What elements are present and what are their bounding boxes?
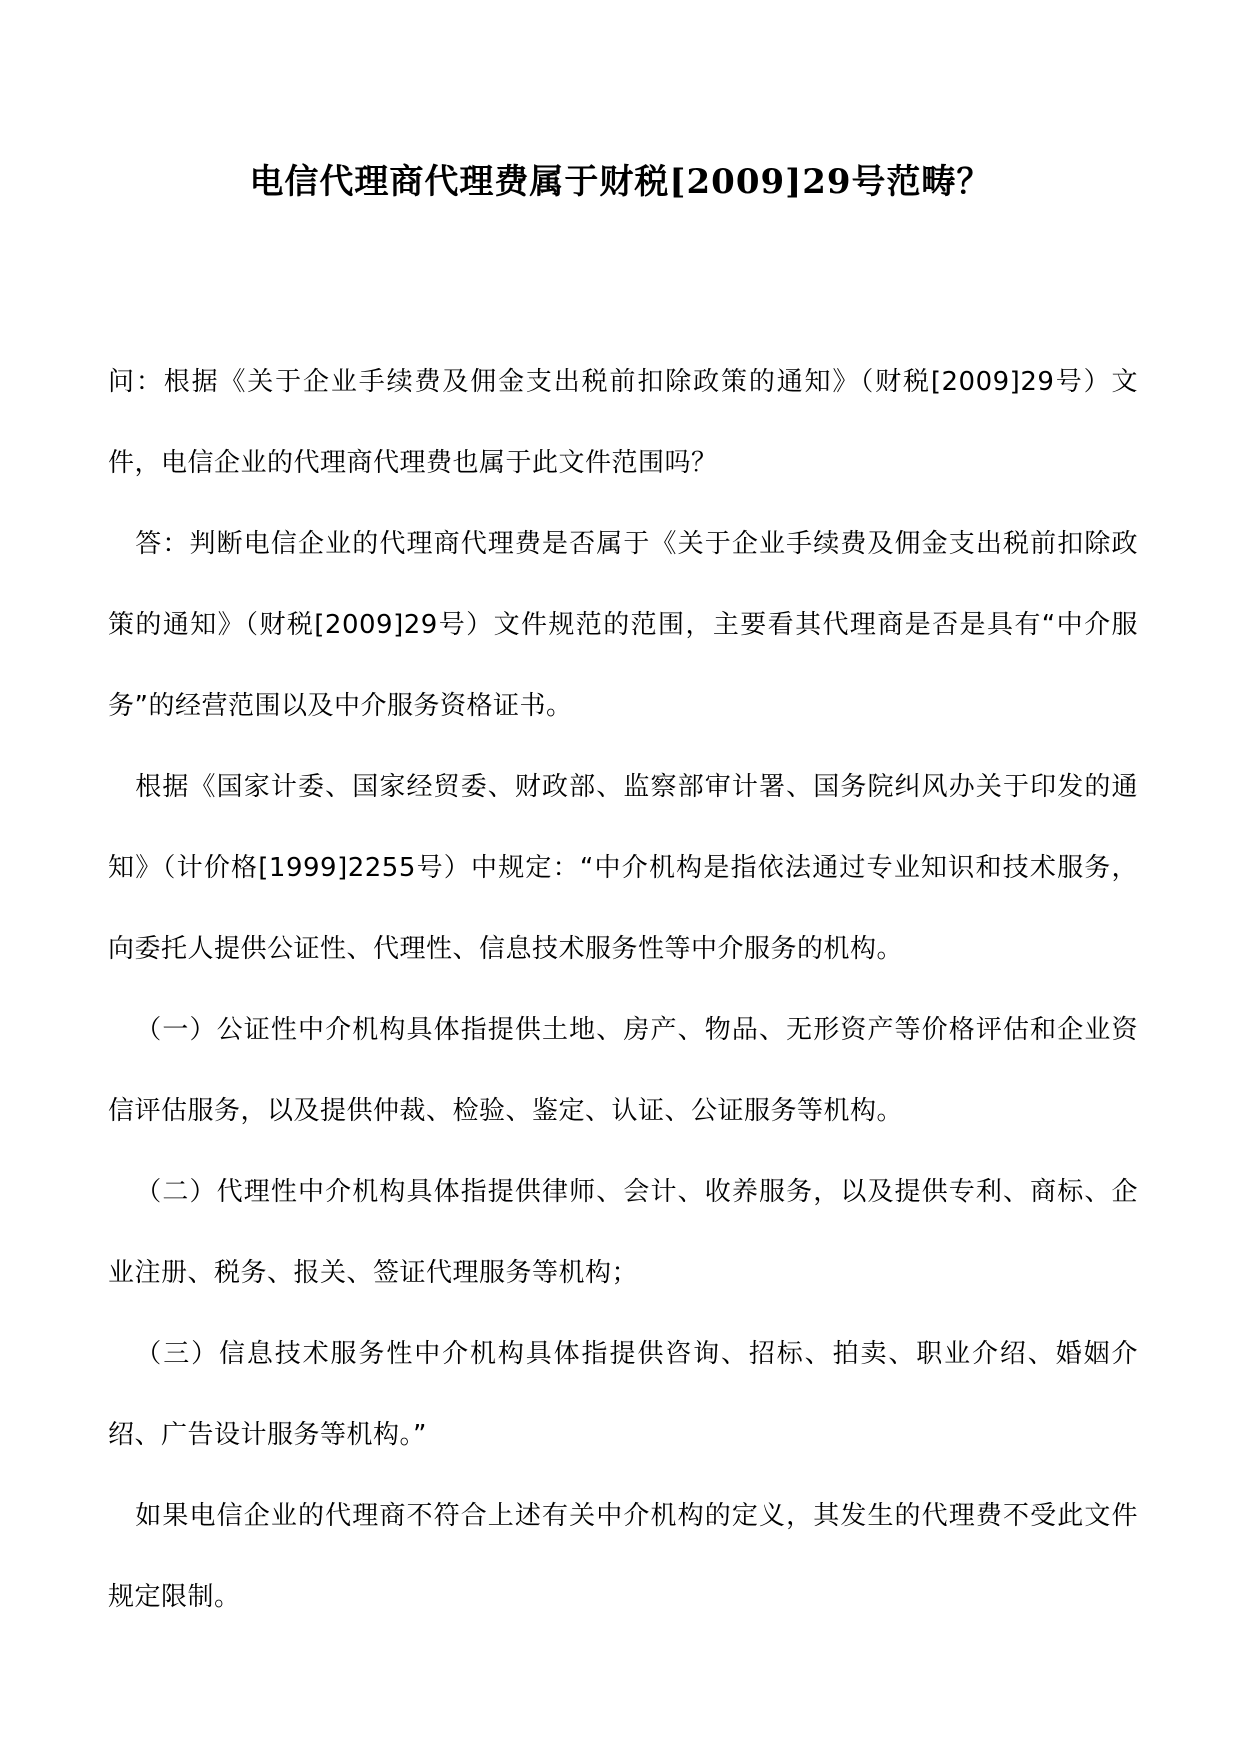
- notary-agency-paragraph: （一）公证性中介机构具体指提供土地、房产、物品、无形资产等价格评估和企业资信评估服务，以及提供仲裁、检验、鉴定、认证、公证服务等机构。: [108, 1015, 1138, 1126]
- question-paragraph: 问：根据《关于企业手续费及佣金支出税前扣除政策的通知》（财税[2009]29号）文件，电信企业的代理商代理费也属于此文件范围吗？: [108, 367, 1138, 478]
- conclusion-paragraph: 如果电信企业的代理商不符合上述有关中介机构的定义，其发生的代理费不受此文件规定限制。: [108, 1501, 1138, 1612]
- answer-paragraph: 答：判断电信企业的代理商代理费是否属于《关于企业手续费及佣金支出税前扣除政策的通知》（财税[2009]29号）文件规范的范围，主要看其代理商是否是具有“中介服务”的经营范围以及中介服务资格证书。: [108, 529, 1138, 721]
- document-title: 电信代理商代理费属于财税[2009]29号范畴？: [249, 162, 992, 202]
- regulation-paragraph: 根据《国家计委、国家经贸委、财政部、监察部审计署、国务院纠风办关于印发的通知》（计价格[1999]2255号）中规定：“中介机构是指依法通过专业知识和技术服务，向委托人提供公证性、代理性、信息技术服务性等中介服务的机构。: [108, 772, 1138, 964]
- document-body: [108, 342, 1138, 1638]
- it-service-agency-paragraph: （三）信息技术服务性中介机构具体指提供咨询、招标、拍卖、职业介绍、婚姻介绍、广告设计服务等机构。”: [108, 1339, 1138, 1450]
- agent-agency-paragraph: （二）代理性中介机构具体指提供律师、会计、收养服务，以及提供专利、商标、企业注册、税务、报关、签证代理服务等机构；: [108, 1177, 1138, 1288]
